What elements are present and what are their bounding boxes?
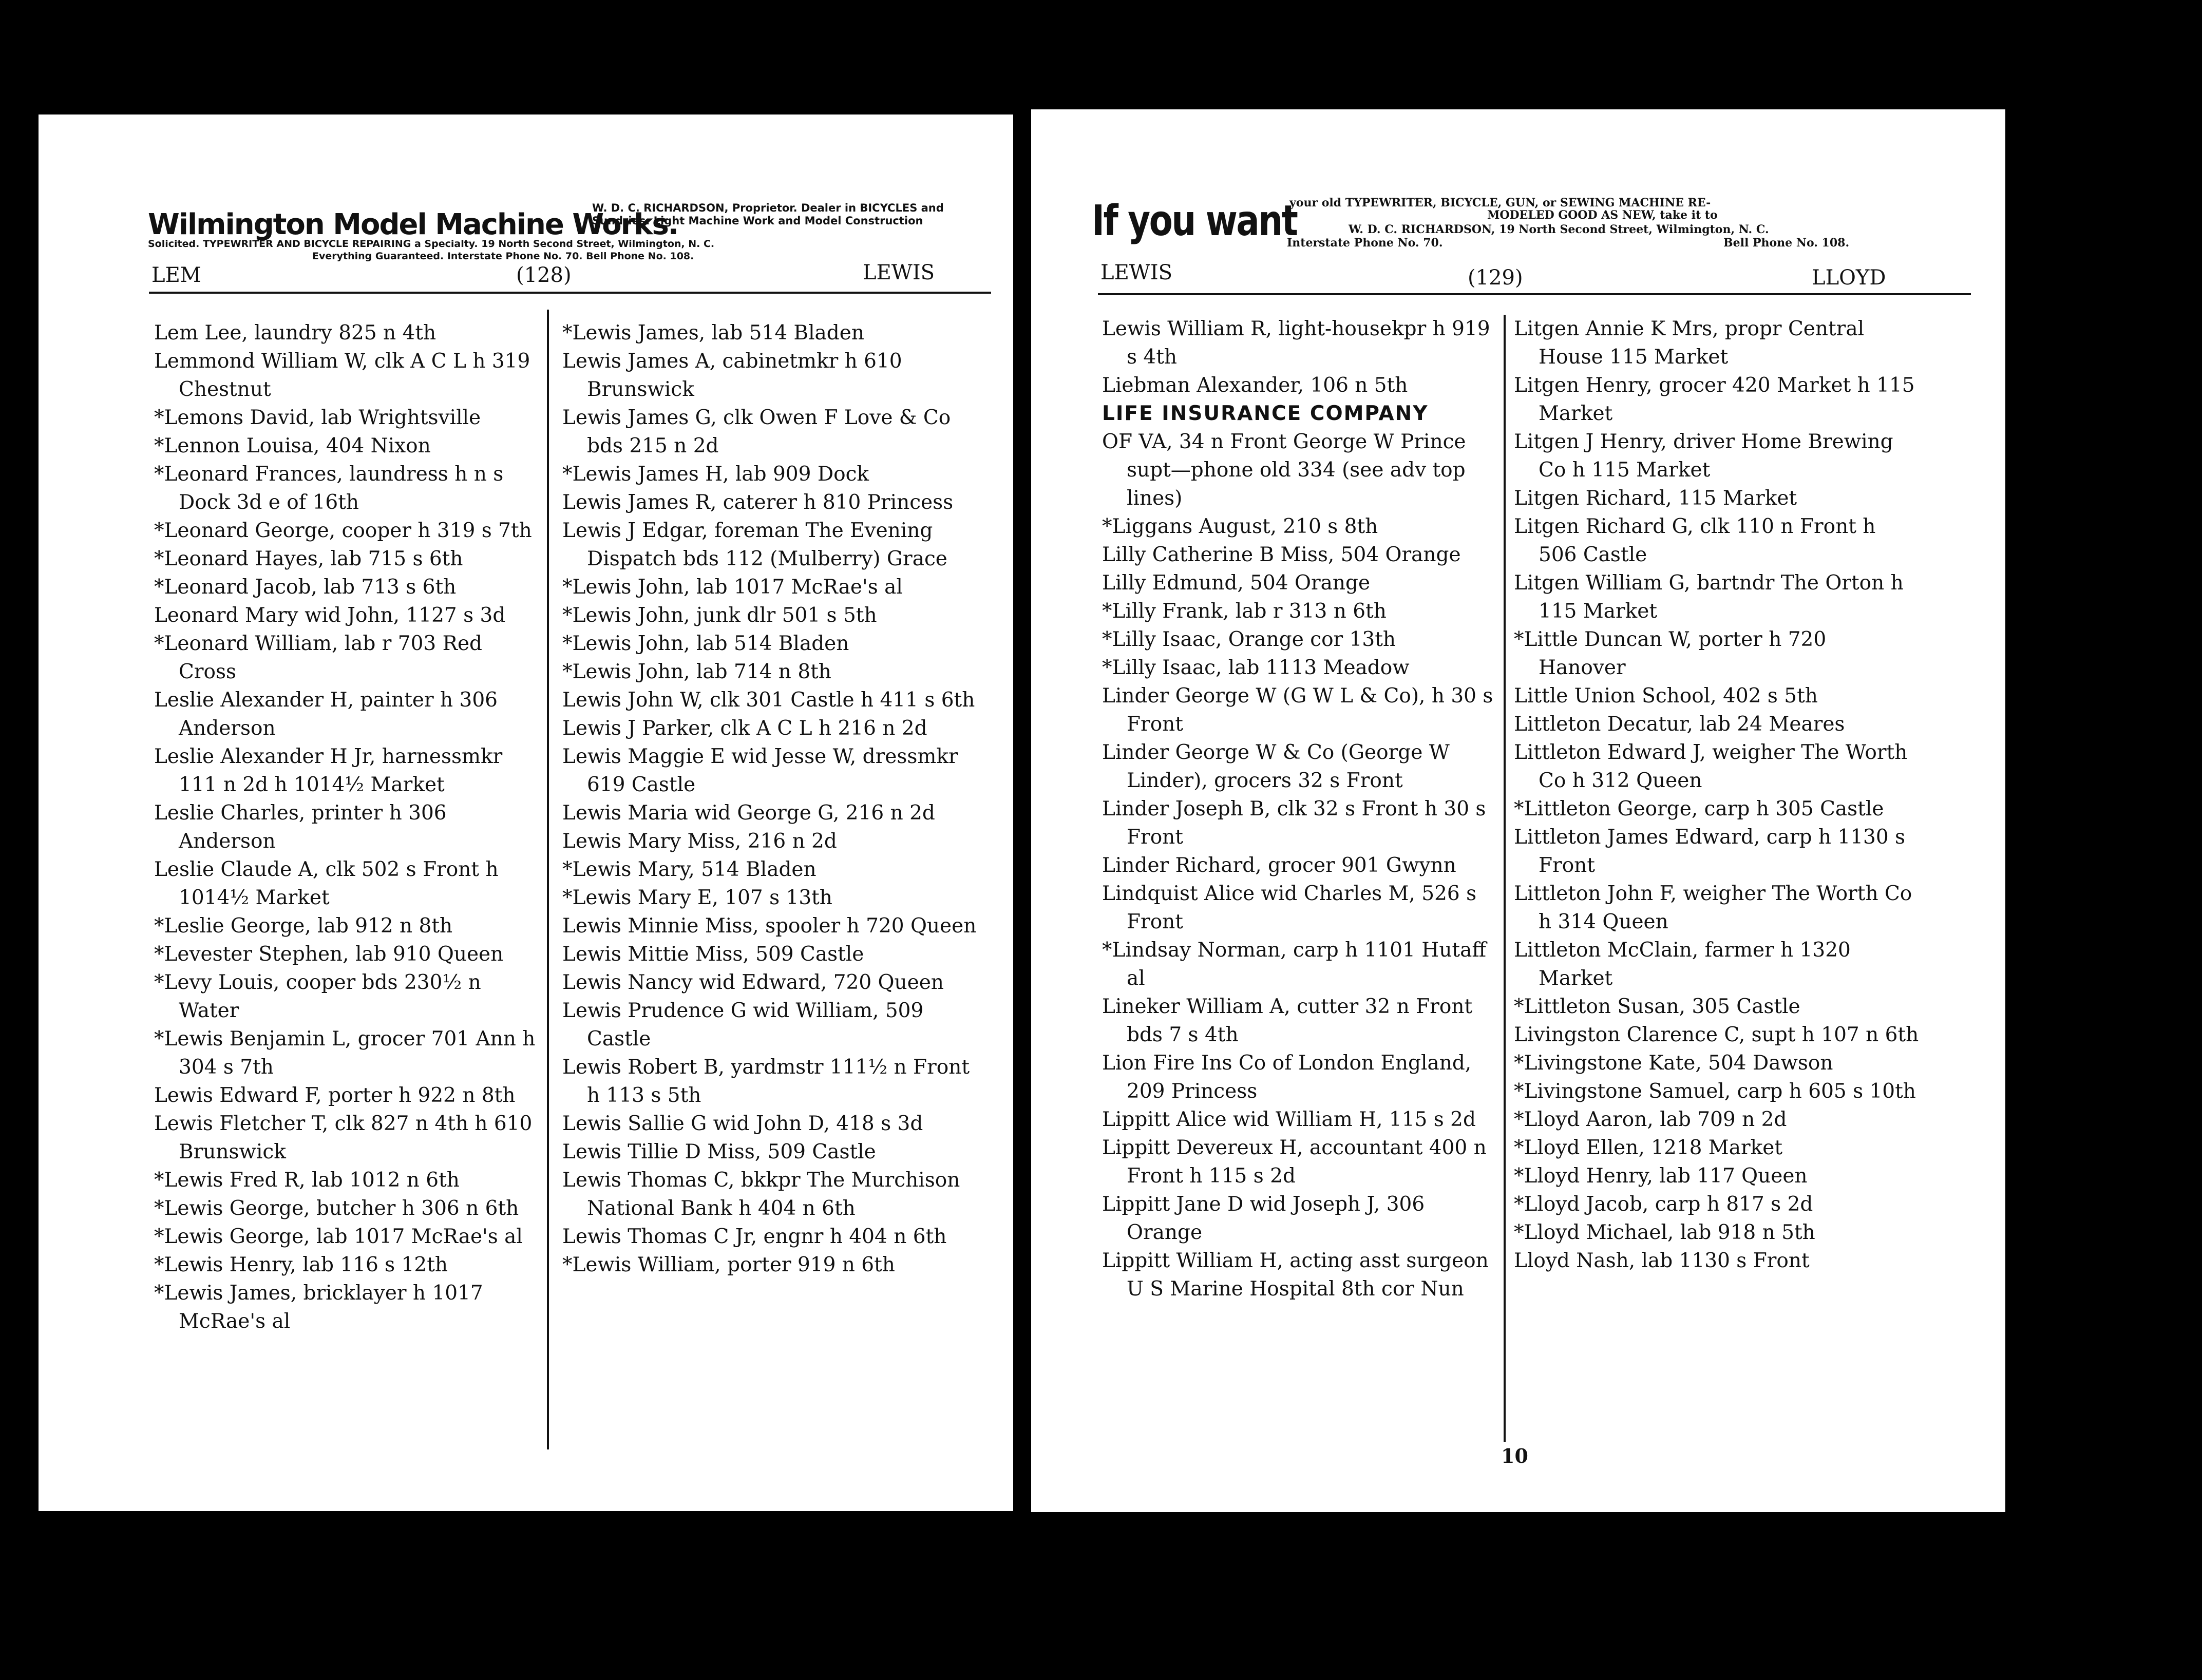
ad-line: Solicited. TYPEWRITER AND BICYCLE REPAIRING a Specialty. 19 North Second Street, Wilmington, N. C. (148, 238, 715, 250)
header-rule (1098, 293, 1971, 295)
directory-entry: *Lindsay Norman, carp h 1101 Hutaff al (1102, 939, 1487, 990)
directory-entry: Leonard Mary wid John, 1127 s 3d (154, 604, 506, 627)
directory-entry: Litgen Richard G, clk 110 n Front h 506 Castle (1514, 515, 1876, 566)
directory-entry: *Livingstone Kate, 504 Dawson (1514, 1052, 1833, 1075)
directory-entry: *Lewis Benjamin L, grocer 701 Ann h 304 s 7th (154, 1027, 536, 1079)
directory-entry: Littleton McClain, farmer h 1320 Market (1514, 939, 1851, 990)
right-page (1031, 109, 2005, 1512)
directory-entry: *Leslie George, lab 912 n 8th (154, 914, 453, 938)
directory-entry: *Livingstone Samuel, carp h 605 s 10th (1514, 1080, 1916, 1103)
directory-entry: *Levy Louis, cooper bds 230½ n Water (154, 971, 481, 1022)
directory-entry: Lewis J Edgar, foreman The Evening Dispatch bds 112 (Mulberry) Grace (562, 519, 947, 570)
ad-line: MODELED GOOD AS NEW, take it to (1487, 208, 1718, 222)
page-number: (128) (516, 263, 572, 287)
directory-entry: Lippitt William H, acting asst surgeon U S Marine Hospital 8th cor Nun (1102, 1249, 1489, 1301)
directory-entry: Linder Joseph B, clk 32 s Front h 30 s Front (1102, 797, 1486, 849)
directory-entry: Lewis James R, caterer h 810 Princess (562, 491, 954, 514)
directory-entry: *Lewis James, lab 514 Bladen (562, 321, 864, 345)
directory-entry: *Lewis Mary, 514 Bladen (562, 858, 817, 881)
directory-entry: Lewis Mittie Miss, 509 Castle (562, 943, 864, 966)
directory-entry: Lewis Sallie G wid John D, 418 s 3d (562, 1112, 923, 1135)
directory-entry: Litgen Annie K Mrs, propr Central House 115 Market (1514, 317, 1865, 369)
directory-entry: Lippitt Devereux H, accountant 400 n Front h 115 s 2d (1102, 1136, 1487, 1188)
column-divider (547, 310, 549, 1449)
ad-line: W. D. C. RICHARDSON, 19 North Second Street, Wilmington, N. C. (1349, 223, 1769, 236)
directory-entry: *Lewis George, lab 1017 McRae's al (154, 1225, 523, 1248)
directory-entry: Lem Lee, laundry 825 n 4th (154, 321, 436, 345)
ad-line: your old TYPEWRITER, BICYCLE, GUN, or SEWING MACHINE RE- (1289, 196, 1711, 209)
directory-entry: Litgen Henry, grocer 420 Market h 115 Market (1514, 374, 1915, 425)
running-head-right: LEWIS (863, 261, 935, 284)
directory-entry: LIFE INSURANCE COMPANY (1102, 402, 1429, 425)
ad-title: Wilmington Model Machine Works. (148, 208, 678, 241)
folio-number: 10 (1501, 1444, 1528, 1467)
directory-entry: *Levester Stephen, lab 910 Queen (154, 943, 504, 966)
directory-entry: Littleton John F, weigher The Worth Co h 314 Queen (1514, 882, 1912, 933)
ad-line: Sundries. Light Machine Work and Model Construction (592, 215, 923, 227)
directory-column-1 (154, 319, 539, 1335)
directory-entry: Lewis Tillie D Miss, 509 Castle (562, 1140, 876, 1163)
directory-entry: *Lewis James H, lab 909 Dock (562, 463, 869, 486)
running-head-left: LEWIS (1100, 261, 1173, 284)
directory-entry: *Lloyd Michael, lab 918 n 5th (1514, 1221, 1815, 1244)
ad-line: Interstate Phone No. 70. (1287, 236, 1443, 250)
running-head-right: LLOYD (1812, 266, 1886, 290)
directory-entry: *Lewis George, butcher h 306 n 6th (154, 1197, 519, 1220)
directory-entry: Lewis Edward F, porter h 922 n 8th (154, 1084, 516, 1107)
directory-entry: Leslie Claude A, clk 502 s Front h 1014½ Market (154, 858, 499, 909)
column-divider (1504, 315, 1506, 1442)
directory-entry: Linder George W (G W L & Co), h 30 s Front (1102, 684, 1493, 736)
directory-entry: *Leonard William, lab r 703 Red Cross (154, 632, 483, 683)
directory-entry: Linder Richard, grocer 901 Gwynn (1102, 854, 1456, 877)
directory-entry: Lloyd Nash, lab 1130 s Front (1514, 1249, 1810, 1272)
directory-column-2 (1514, 315, 1920, 1275)
advertisement-header (1092, 186, 1965, 269)
directory-entry: *Lloyd Ellen, 1218 Market (1514, 1136, 1783, 1159)
directory-entry: Lewis Thomas C, bkkpr The Murchison National Bank h 404 n 6th (562, 1169, 960, 1220)
directory-entry: Lewis Mary Miss, 216 n 2d (562, 830, 837, 853)
directory-entry: Lilly Edmund, 504 Orange (1102, 571, 1371, 595)
directory-entry: Lewis J Parker, clk A C L h 216 n 2d (562, 717, 927, 740)
directory-entry: *Lewis William, porter 919 n 6th (562, 1253, 895, 1276)
header-rule (149, 292, 991, 294)
directory-entry: *Lloyd Henry, lab 117 Queen (1514, 1164, 1808, 1188)
directory-entry: Lion Fire Ins Co of London England, 209 Princess (1102, 1052, 1472, 1103)
directory-entry: *Lennon Louisa, 404 Nixon (154, 434, 431, 457)
directory-entry: Liebman Alexander, 106 n 5th (1102, 374, 1408, 397)
directory-entry: Lewis Prudence G wid William, 509 Castle (562, 999, 924, 1051)
directory-entry: *Leonard Jacob, lab 713 s 6th (154, 576, 457, 599)
directory-entry: Litgen J Henry, driver Home Brewing Co h 115 Market (1514, 430, 1893, 482)
directory-entry: Lewis Maria wid George G, 216 n 2d (562, 801, 935, 825)
directory-entry: Littleton Decatur, lab 24 Meares (1514, 713, 1845, 736)
directory-entry: OF VA, 34 n Front George W Prince supt—phone old 334 (see adv top lines) (1102, 430, 1466, 510)
directory-entry: Lindquist Alice wid Charles M, 526 s Front (1102, 882, 1477, 933)
directory-entry: Lilly Catherine B Miss, 504 Orange (1102, 543, 1461, 566)
directory-entry: Lippitt Jane D wid Joseph J, 306 Orange (1102, 1193, 1425, 1244)
ad-line: Everything Guaranteed. Interstate Phone No. 70. Bell Phone No. 108. (312, 251, 694, 262)
directory-entry: *Little Duncan W, porter h 720 Hanover (1514, 628, 1827, 679)
directory-entry: *Lewis John, lab 514 Bladen (562, 632, 849, 655)
directory-entry: Lippitt Alice wid William H, 115 s 2d (1102, 1108, 1476, 1131)
directory-entry: *Lemons David, lab Wrightsville (154, 406, 481, 429)
directory-entry: Litgen William G, bartndr The Orton h 115 Market (1514, 571, 1904, 623)
directory-entry: *Lewis James, bricklayer h 1017 McRae's al (154, 1282, 483, 1333)
directory-entry: *Lloyd Aaron, lab 709 n 2d (1514, 1108, 1787, 1131)
left-page (39, 114, 1013, 1511)
directory-entry: *Lewis Mary E, 107 s 13th (562, 886, 832, 909)
directory-entry: Lemmond William W, clk A C L h 319 Chestnut (154, 350, 530, 401)
directory-entry: *Littleton George, carp h 305 Castle (1514, 797, 1884, 820)
page-number: (129) (1468, 266, 1523, 290)
directory-entry: Leslie Alexander H Jr, harnessmkr 111 n 2d h 1014½ Market (154, 745, 503, 796)
directory-entry: Lewis Maggie E wid Jesse W, dressmkr 619 Castle (562, 745, 958, 796)
directory-entry: *Lewis Henry, lab 116 s 12th (154, 1253, 448, 1276)
directory-entry: *Lewis John, lab 714 n 8th (562, 660, 831, 683)
directory-entry: Lewis Thomas C Jr, engnr h 404 n 6th (562, 1225, 947, 1248)
directory-entry: Littleton James Edward, carp h 1130 s Front (1514, 826, 1906, 877)
directory-entry: Lewis John W, clk 301 Castle h 411 s 6th (562, 689, 975, 712)
directory-entry: *Lewis John, junk dlr 501 s 5th (562, 604, 877, 627)
directory-entry: Lineker William A, cutter 32 n Front bds 7 s 4th (1102, 995, 1473, 1046)
directory-entry: Lewis James G, clk Owen F Love & Co bds 215 n 2d (562, 406, 951, 457)
directory-entry: *Lilly Isaac, lab 1113 Meadow (1102, 656, 1410, 679)
directory-entry: Littleton Edward J, weigher The Worth Co h 312 Queen (1514, 741, 1908, 792)
directory-entry: *Littleton Susan, 305 Castle (1514, 995, 1800, 1018)
directory-column-1 (1102, 315, 1495, 1303)
directory-entry: Lewis Nancy wid Edward, 720 Queen (562, 971, 944, 994)
directory-entry: Lewis Minnie Miss, spooler h 720 Queen (562, 914, 977, 938)
directory-entry: Lewis Robert B, yardmstr 111½ n Front h 113 s 5th (562, 1056, 970, 1107)
directory-entry: *Lilly Isaac, Orange cor 13th (1102, 628, 1396, 651)
directory-entry: *Leonard Frances, laundress h n s Dock 3d e of 16th (154, 463, 504, 514)
directory-entry: Livingston Clarence C, supt h 107 n 6th (1514, 1023, 1919, 1046)
running-head-left: LEM (151, 263, 201, 287)
directory-column-2 (562, 319, 983, 1279)
directory-entry: *Lewis John, lab 1017 McRae's al (562, 576, 903, 599)
ad-line: Bell Phone No. 108. (1723, 236, 1850, 250)
directory-entry: Little Union School, 402 s 5th (1514, 684, 1818, 708)
ad-line: W. D. C. RICHARDSON, Proprietor. Dealer in BICYCLES and (592, 202, 944, 214)
directory-entry: Leslie Alexander H, painter h 306 Anderson (154, 689, 498, 740)
directory-entry: Litgen Richard, 115 Market (1514, 487, 1797, 510)
directory-entry: Linder George W & Co (George W Linder), grocers 32 s Front (1102, 741, 1450, 792)
directory-entry: *Lilly Frank, lab r 313 n 6th (1102, 600, 1387, 623)
directory-entry: Lewis Fletcher T, clk 827 n 4th h 610 Brunswick (154, 1112, 533, 1163)
directory-entry: *Leonard George, cooper h 319 s 7th (154, 519, 532, 542)
directory-entry: Leslie Charles, printer h 306 Anderson (154, 801, 447, 853)
directory-entry: *Lloyd Jacob, carp h 817 s 2d (1514, 1193, 1813, 1216)
directory-entry: *Leonard Hayes, lab 715 s 6th (154, 547, 463, 570)
directory-entry: Lewis William R, light-housekpr h 919 s 4th (1102, 317, 1490, 369)
directory-entry: Lewis James A, cabinetmkr h 610 Brunswick (562, 350, 902, 401)
directory-entry: *Liggans August, 210 s 8th (1102, 515, 1378, 538)
ad-title: If you want (1092, 197, 1297, 245)
directory-entry: *Lewis Fred R, lab 1012 n 6th (154, 1169, 460, 1192)
